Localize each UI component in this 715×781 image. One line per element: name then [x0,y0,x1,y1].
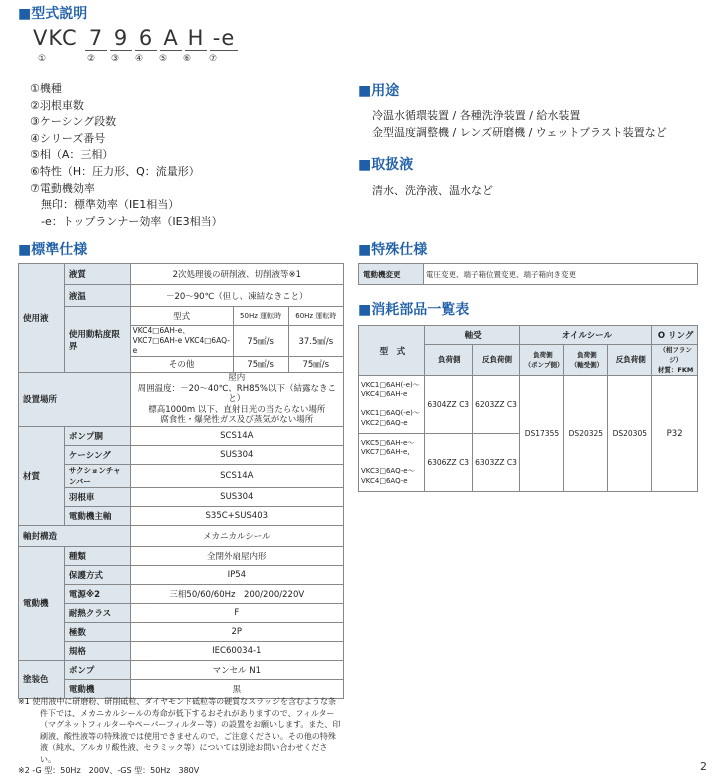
model-index-2: ② [87,54,96,64]
paint-motor-value: 黒 [130,679,343,698]
special-spec-table [358,263,698,285]
install-value [130,373,343,427]
special-label: 電動機変更 [359,264,424,285]
cons-bear-load-header: 負荷側 [424,345,472,376]
liquid-temp-label: 液温 [64,285,130,307]
liquid-quality-label: 液質 [64,264,130,285]
seal-label: 軸封構造 [19,525,131,546]
liquid-text: 清水、洗浄液、温水など [372,184,493,197]
poles-label: 極数 [64,622,130,641]
cons-os-pump-header: 負荷側 （ポンプ側） [520,345,564,376]
seal-value: メカニカルシール [130,525,343,546]
list-item: ②羽根車数 [30,98,84,112]
usage-line: 冷温水循環装置 / 各種洗浄装置 / 給水装置 [372,109,581,122]
paint-motor-label: 電動機 [64,679,130,698]
model-index-5: ⑤ [159,54,168,64]
standard-label: 規格 [64,641,130,660]
visc-other-60: 75㎟/s [288,356,343,372]
list-item: ④シリーズ番号 [30,131,106,145]
visc-60hz-header: 60Hz 運転時 [288,307,343,325]
kind-value: 全閉外扇屋内形 [130,546,343,565]
visc-model-list: VKC4□6AH-e、VKC7□6AH-e VKC4□6AQ-e [131,325,234,356]
shaft-label: 電動機主軸 [64,506,130,525]
visc-other-50: 75㎟/s [233,356,288,372]
cons-oilseal-header: オイルシール [520,326,652,345]
model-explanation-list [30,81,223,230]
cons-os-anti-header: 反負荷側 [608,345,652,376]
impeller-label: 羽根車 [64,487,130,506]
standard-value: IEC60034-1 [130,641,343,660]
footnote-2: ※2 -G 型：50Hz 200V、-GS 型：50Hz 380V [18,766,200,775]
cons-models-a: VKC1□6AH(-e)～ VKC4□6AH-e VKC1□6AQ(-e)～ VKC2□6AQ-e [359,376,425,434]
model-code [33,26,238,51]
model-part: 6 [135,26,157,51]
standard-spec-table [18,263,344,699]
model-index-3: ③ [111,54,120,64]
footnote-1: ※1 使用液中に研磨粉、研削砥粒、ダイヤモンド砥粒等の硬質なスラッジを含むような条件下では、メカニカルシールの寿命が低下するおそれがありますので、フィルター（マグネットフィルターやペーパーフィルター等）の設置をお願いします。また、印刷液、酸性液等の特殊液では使用できませんので、ご注意ください。その他の特殊液（純水、アルカリ酸性液、セラミック等）については別途お問い合わせください。 [18,697,341,764]
list-item: ⑤相（A：三相） [30,148,114,162]
consumables-table [358,325,698,492]
power-value: 三相50/60/60Hz 200/200/220V [130,584,343,603]
viscosity-subtable [130,307,343,373]
power-label: 電源※2 [64,584,130,603]
install-line: 標高1000m 以下、直射日光の当たらない場所 [148,404,326,415]
install-line: 屋内 [228,373,246,383]
model-part: -e [210,26,238,51]
usage-line: 金型温度調整機 / レンズ研磨機 / ウェットブラスト装置など [372,125,667,139]
cons-bear-load-b: 6306ZZ C3 [424,434,472,492]
special-section-title: ■特殊仕様 [358,242,428,258]
cons-os2: DS20325 [564,376,608,492]
install-line: 腐食性・爆発性ガス及び蒸気がない場所 [160,415,314,425]
cons-bear-anti-b: 6303ZZ C3 [472,434,520,492]
liquid-quality-value: 2次処理後の研削液、切削液等※1 [130,264,343,285]
liquid-section-title: ■取扱液 [358,157,414,173]
protect-label: 保護方式 [64,565,130,584]
cons-bear-load-a: 6304ZZ C3 [424,376,472,434]
cons-models-b: VKC5□6AH-e～ VKC7□6AH-e, VKC3□6AQ-e～ VKC4□6AQ-e [359,434,425,492]
viscosity-label: 使用動粘度限界 [64,307,130,373]
visc-model-header: 型式 [131,307,234,325]
install-label: 設置場所 [19,373,131,427]
cons-bear-anti-a: 6203ZZ C3 [472,376,520,434]
list-item: 無印：標準効率（IE1相当） [30,198,180,212]
model-index-7: ⑦ [209,54,218,64]
suction-value: SCS14A [130,464,343,487]
page-number: 2 [700,760,707,773]
motor-label: 電動機 [19,546,65,660]
cons-os3: DS20305 [608,376,652,492]
visc-50hz-value: 75㎟/s [233,325,288,356]
list-item: -e：トップランナー効率（IE3相当） [30,214,223,228]
insulation-label: 耐熱クラス [64,603,130,622]
paint-pump-value: マンセル N1 [130,660,343,679]
poles-value: 2P [130,622,343,641]
insulation-value: F [130,603,343,622]
usage-text [372,108,667,141]
casing-label: ケーシング [64,445,130,464]
standard-section-title: ■標準仕様 [18,242,88,258]
cons-bear-anti-header: 反負荷側 [472,345,520,376]
suction-label: サクションチャンバー [64,464,130,487]
consumables-section-title: ■消耗部品一覧表 [358,302,470,318]
list-item: ①機種 [30,82,62,95]
cons-oring-header: O リング [652,326,698,345]
model-part: A [160,26,182,51]
model-prefix: VKC [33,26,78,50]
list-item: ⑥特性（H：圧力形、Q：流量形） [30,164,200,178]
model-part: H [185,26,207,51]
shaft-value: S35C+SUS403 [130,506,343,525]
cons-os-motor-header: 負荷側 （軸受側） [564,345,608,376]
use-liquid-label: 使用液 [19,264,65,373]
protect-value: IP54 [130,565,343,584]
model-part: 7 [85,26,107,51]
pump-body-label: ポンプ胴 [64,426,130,445]
pump-body-value: SCS14A [130,426,343,445]
impeller-value: SUS304 [130,487,343,506]
material-label: 材質 [19,426,65,525]
casing-value: SUS304 [130,445,343,464]
model-index-6: ⑥ [183,54,192,64]
special-value: 電圧変更、端子箱位置変更、端子箱向き変更 [424,264,698,285]
paint-label: 塗装色 [19,660,65,698]
cons-bearing-header: 軸受 [424,326,520,345]
cons-oring-value: P32 [652,376,698,492]
cons-oring-spec: （相フランジ） 材質：FKM [652,345,698,376]
usage-section-title: ■用途 [358,83,400,99]
model-part: 9 [110,26,132,51]
visc-50hz-header: 50Hz 運転時 [233,307,288,325]
kind-label: 種類 [64,546,130,565]
list-item: ⑦電動機効率 [30,181,95,195]
cons-model-header: 型 式 [359,326,425,376]
model-section-title: ■型式説明 [18,6,88,22]
list-item: ③ケーシング段数 [30,115,117,129]
visc-60hz-value: 37.5㎟/s [288,325,343,356]
liquid-temp-value: －20～90℃（但し、凍結なきこと） [130,285,343,307]
paint-pump-label: ポンプ [64,660,130,679]
model-index-1: ① [38,54,47,64]
model-index-4: ④ [135,54,144,64]
cons-os1: DS17355 [520,376,564,492]
visc-other-label: その他 [131,356,234,372]
footnotes [18,696,343,777]
install-line: 周囲温度：－20～40℃、RH85%以下（結露なきこと） [137,383,336,404]
